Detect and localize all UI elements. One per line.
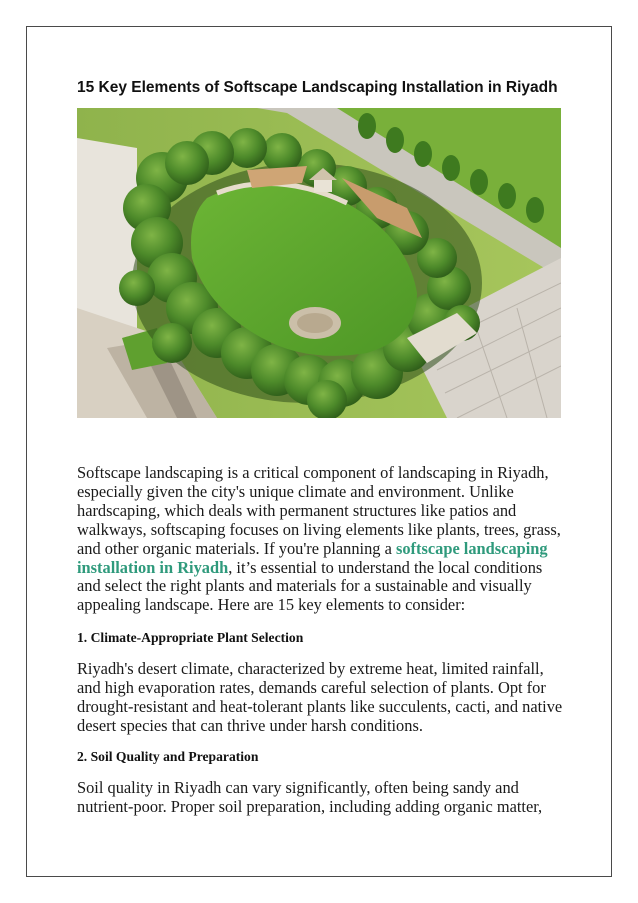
section-body-climate: Riyadh's desert climate, characterized by extreme heat, limited rainfall, and high evaporation rates, demands careful selection of plants. Opt for drought-resistant and heat-tolerant plants like succulents, cacti, and native desert species that can thrive under harsh conditions. (77, 659, 563, 735)
intro-text-end: , it’s essential to understand the local conditions and select the right plants and materials for a sustainable and visually appealing landscape. Here are 15 key elements to consider: (77, 557, 543, 615)
section-heading-climate: 1. Climate-Appropriate Plant Selection (77, 630, 304, 645)
page-title: 15 Key Elements of Softscape Landscaping Installation in Riyadh (77, 79, 558, 96)
section-body-soil: Soil quality in Riyadh can vary significantly, often being sandy and nutrient-poor. Proper soil preparation, including adding organic matter, (77, 778, 543, 816)
intro-paragraph (77, 464, 569, 615)
intro-text-start: Softscape landscaping is a critical component of landscaping in Riyadh, especially given the city's unique climate and environment. Unlike hardscaping, which deals with permanent structures like patios and walkways, softscaping focuses on living elements like plants, trees, grass, and other organic materials. If you're planning a (77, 463, 561, 558)
hero-image-park-aerial (77, 108, 561, 418)
section-heading-soil: 2. Soil Quality and Preparation (77, 749, 259, 764)
softscape-installation-link[interactable]: softscape landscaping installation in Riyadh (77, 538, 548, 577)
